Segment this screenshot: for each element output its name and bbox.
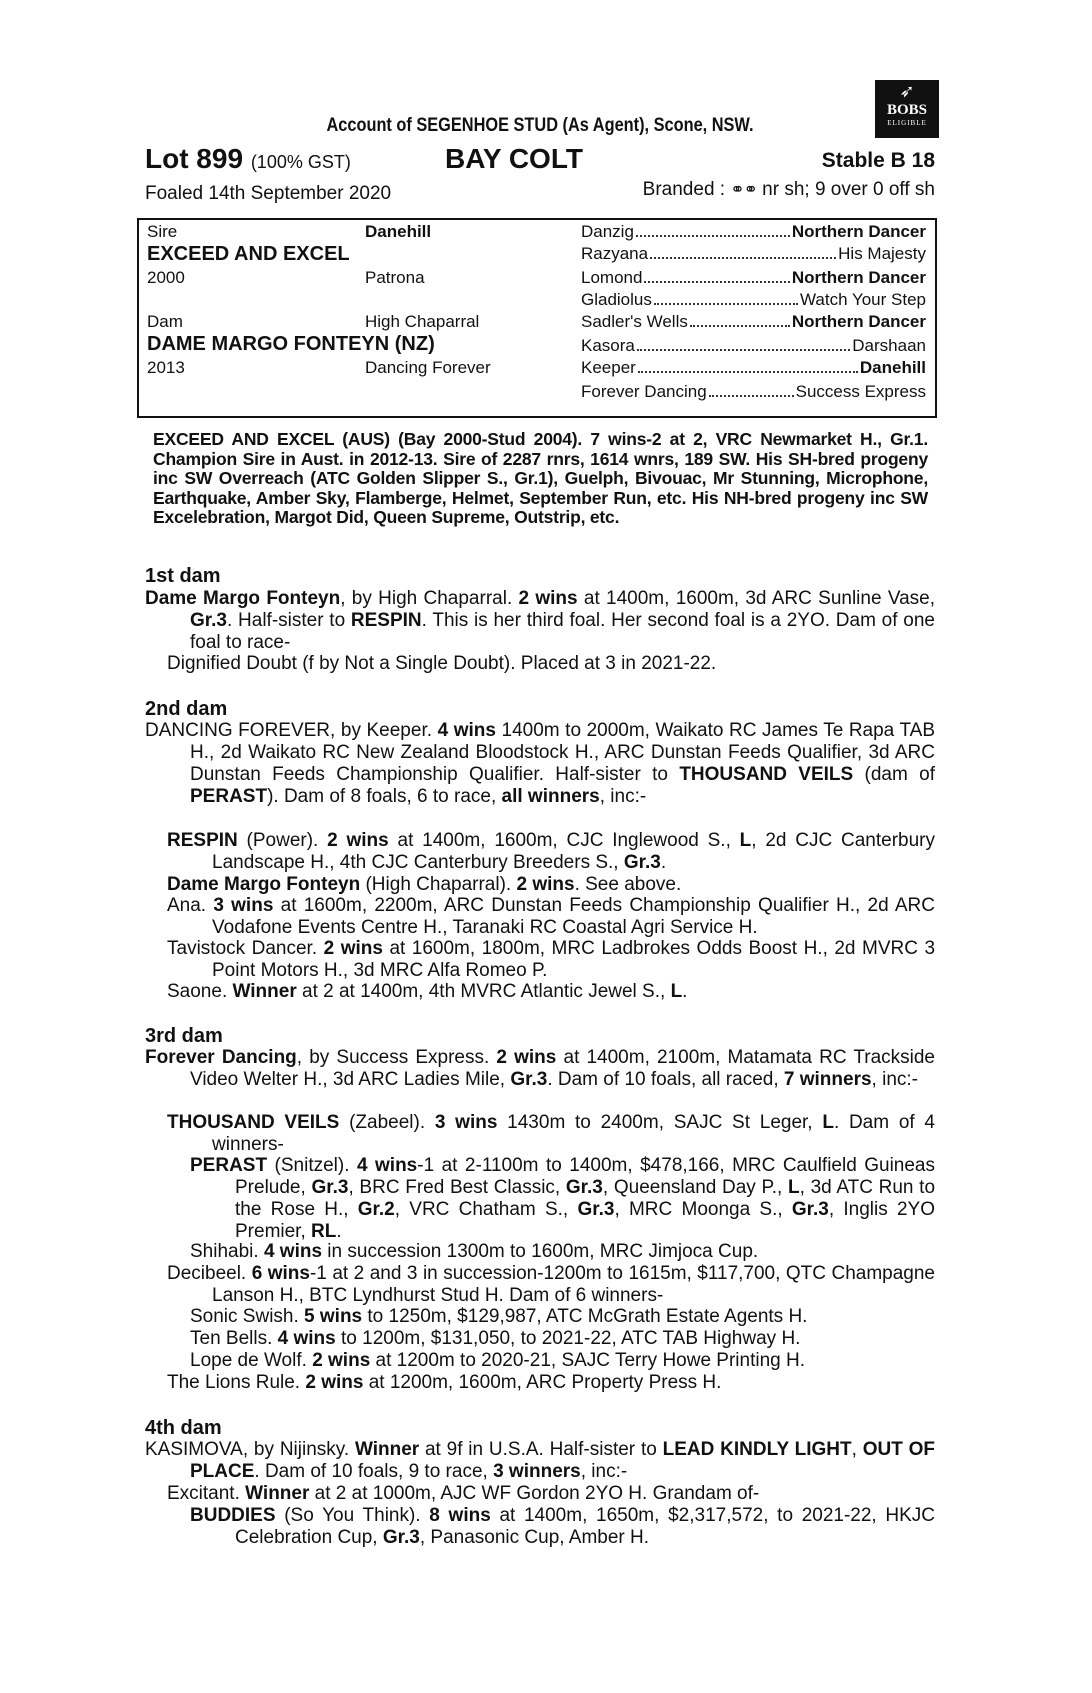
text: , bbox=[851, 1439, 863, 1460]
text: (High Chaparral). bbox=[360, 874, 517, 895]
progeny-entry bbox=[190, 1505, 935, 1549]
lot-row bbox=[145, 143, 935, 177]
horse-name: RESPIN bbox=[167, 830, 238, 851]
horse-name: Excitant. bbox=[167, 1483, 246, 1504]
wins: 7 winners bbox=[783, 1069, 872, 1090]
text: , by Keeper. bbox=[330, 720, 438, 741]
sire-label: Sire bbox=[147, 222, 178, 241]
text: at 1200m, 1600m, ARC Property Press H. bbox=[363, 1372, 722, 1393]
text: . See above. bbox=[574, 874, 682, 895]
text: -1 at 2 and 3 in succession-1200m to 1615m, $117,700, QTC Champagne Lanson H., BTC Lyndhurst Stud H. Dam of 6 winners- bbox=[212, 1263, 935, 1306]
bird-icon: ➶ bbox=[899, 81, 915, 101]
text: (So You Think). bbox=[275, 1505, 430, 1526]
text: to 1200m, $131,050, to 2021-22, ATC TAB Highway H. bbox=[335, 1328, 801, 1349]
listed-badge: L bbox=[670, 981, 683, 1002]
wins: 3 wins bbox=[213, 895, 274, 916]
text: , inc:- bbox=[599, 786, 647, 807]
dam-name: Forever Dancing bbox=[145, 1047, 297, 1068]
text: . Dam of 4 winners- bbox=[212, 1112, 935, 1155]
leader-dots bbox=[637, 336, 850, 351]
text: , MRC Moonga S., bbox=[614, 1199, 792, 1220]
text: to 1250m, $129,987, ATC McGrath Estate Agents H. bbox=[362, 1306, 808, 1327]
progeny-entry bbox=[167, 1372, 935, 1394]
wins: 4 wins bbox=[277, 1328, 336, 1349]
leader-dots bbox=[636, 222, 790, 237]
group-badge: Gr.3 bbox=[565, 1177, 603, 1198]
dam-year: 2013 bbox=[147, 358, 185, 377]
ancestor-left: Gladiolus bbox=[581, 290, 652, 309]
dam-name: DAME MARGO FONTEYN (NZ) bbox=[147, 333, 435, 355]
ancestor-left: Kasora bbox=[581, 336, 635, 355]
ancestor-left: Keeper bbox=[581, 358, 636, 377]
wins: Winner bbox=[354, 1439, 420, 1460]
text: at 2 at 1000m, AJC WF Gordon 2YO H. Grandam of- bbox=[309, 1483, 760, 1504]
foaled-date: Foaled 14th September 2020 bbox=[145, 183, 392, 204]
wins: Winner bbox=[232, 981, 297, 1002]
leader-dots bbox=[644, 268, 789, 283]
horse-name: Tavistock Dancer. bbox=[167, 938, 324, 959]
ancestor-right: Northern Dancer bbox=[791, 268, 926, 287]
ancestor-left: Sadler's Wells bbox=[581, 312, 688, 331]
wins: 3 winners bbox=[493, 1461, 581, 1482]
wins: 6 wins bbox=[251, 1263, 310, 1284]
stable-label: Stable B 18 bbox=[821, 149, 935, 172]
horse-name: Decibeel. bbox=[167, 1263, 252, 1284]
leader-dots bbox=[654, 290, 798, 305]
first-dam-heading: 1st dam bbox=[145, 565, 221, 587]
wins: 2 wins bbox=[518, 588, 578, 609]
ancestor-row bbox=[581, 290, 926, 310]
foal-entry: Dignified Doubt (f by Not a Single Doubt). Placed at 3 in 2021-22. bbox=[167, 653, 717, 674]
text: . Dam of 10 foals, 9 to race, bbox=[254, 1461, 494, 1482]
horse-name: BUDDIES bbox=[190, 1505, 276, 1526]
progeny-entry bbox=[190, 1350, 935, 1372]
sire-dam: Patrona bbox=[365, 268, 425, 287]
bobs-eligible-logo bbox=[875, 80, 939, 138]
text: , Inglis 2YO Premier, bbox=[235, 1199, 935, 1242]
text: , VRC Chatham S., bbox=[394, 1199, 578, 1220]
progeny-entry bbox=[167, 830, 935, 874]
text: at 1600m, 1800m, MRC Ladbrokes Odds Boost H., 2d MVRC 3 Point Motors H., 3d MRC Alfa Romeo P. bbox=[212, 938, 936, 981]
progeny-entry bbox=[167, 874, 935, 896]
progeny-entry bbox=[190, 1155, 935, 1243]
text: , Queensland Day P., bbox=[602, 1177, 788, 1198]
wins: 2 wins bbox=[496, 1047, 557, 1068]
dam-name: DANCING FOREVER bbox=[145, 720, 331, 741]
group-badge: Gr.3 bbox=[190, 610, 227, 631]
horse-name: PERAST bbox=[190, 1155, 268, 1176]
wins: 2 wins bbox=[305, 1372, 364, 1393]
group-badge: Gr.3 bbox=[577, 1199, 615, 1220]
text: . Dam of 10 foals, all raced, bbox=[547, 1069, 784, 1090]
leader-dots bbox=[690, 312, 790, 327]
text: -1 at 2-1100m to 1400m, $478,166, MRC Caulfield Guineas Prelude, bbox=[235, 1155, 936, 1198]
ancestor-right: Danehill bbox=[859, 358, 926, 377]
text: , 3d ATC Run to the Rose H., bbox=[235, 1177, 936, 1220]
horse-name: RESPIN bbox=[350, 610, 422, 631]
horse-name: PERAST bbox=[190, 786, 268, 807]
progeny-entry bbox=[190, 1306, 935, 1328]
wins: 4 wins bbox=[263, 1241, 323, 1262]
wins: 8 wins bbox=[429, 1505, 491, 1526]
dam-label: Dam bbox=[147, 312, 183, 331]
ancestor-row bbox=[581, 382, 926, 402]
text: at 1200m to 2020-21, SAJC Terry Howe Printing H. bbox=[370, 1350, 806, 1371]
ancestor-right: Watch Your Step bbox=[799, 290, 926, 309]
text: (Snitzel). bbox=[267, 1155, 357, 1176]
ancestor-row bbox=[581, 312, 926, 332]
branded-line bbox=[643, 179, 935, 201]
lot-label: Lot 899 bbox=[145, 143, 244, 174]
progeny-entry bbox=[167, 1263, 935, 1307]
ancestor-right: His Majesty bbox=[838, 244, 926, 263]
horse-name: Ana. bbox=[167, 895, 214, 916]
wins: 2 wins bbox=[327, 830, 389, 851]
text: , Panasonic Cup, Amber H. bbox=[419, 1527, 650, 1548]
text: at 1400m, 1650m, $2,317,572, to 2021-22, HKJC Celebration Cup, bbox=[235, 1505, 936, 1548]
group-badge: Gr.3 bbox=[382, 1527, 420, 1548]
text: at 2 at 1400m, 4th MVRC Atlantic Jewel S., bbox=[296, 981, 671, 1002]
logo-subtext: ELIGIBLE bbox=[887, 119, 927, 127]
ancestor-row bbox=[581, 268, 926, 288]
progeny-entry bbox=[190, 1328, 935, 1350]
text: . Half-sister to bbox=[226, 610, 351, 631]
text: , inc:- bbox=[871, 1069, 918, 1090]
leader-dots bbox=[650, 244, 836, 259]
wins: 2 wins bbox=[323, 938, 383, 959]
progeny-entry bbox=[167, 1112, 935, 1156]
text: . bbox=[660, 852, 667, 873]
progeny-entry bbox=[167, 938, 935, 982]
horse-name: Ten Bells. bbox=[190, 1328, 278, 1349]
text: . bbox=[336, 1221, 342, 1242]
horse-name: The Lions Rule. bbox=[167, 1372, 306, 1393]
text: (Zabeel). bbox=[339, 1112, 435, 1133]
text: at 1400m, 2100m, Matamata RC Trackside Video Welter H., 3d ARC Ladies Mile, bbox=[190, 1047, 936, 1090]
dam-sire: High Chaparral bbox=[365, 312, 480, 331]
second-dam-heading: 2nd dam bbox=[145, 698, 228, 720]
ancestor-right: Success Express bbox=[795, 382, 926, 401]
text: , inc:- bbox=[580, 1461, 628, 1482]
wins: 2 wins bbox=[516, 874, 575, 895]
ancestor-left: Danzig bbox=[581, 222, 634, 241]
text: (dam of bbox=[853, 764, 935, 785]
text: . This is her third foal. Her second foal is a 2YO. Dam of one foal to race- bbox=[190, 610, 935, 653]
group-badge: Gr.2 bbox=[357, 1199, 395, 1220]
dam-dam: Dancing Forever bbox=[365, 358, 491, 377]
sex-colour: BAY COLT bbox=[445, 143, 583, 174]
wins: 4 wins bbox=[356, 1155, 418, 1176]
listed-badge: L bbox=[739, 830, 752, 851]
text: , BRC Fred Best Classic, bbox=[348, 1177, 566, 1198]
text: 1400m to 2000m, Waikato RC James Te Rapa TAB H., 2d Waikato RC New Zealand Bloodstock H., ARC Dunstan Feeds Qualifier, 3d ARC Dunstan Feeds Championship Qualifier. Half-sister to bbox=[190, 720, 936, 785]
horse-name: LEAD KINDLY LIGHT bbox=[662, 1439, 852, 1460]
wins: Winner bbox=[245, 1483, 310, 1504]
dam-name: Dame Margo Fonteyn bbox=[145, 588, 341, 609]
text: , by Nijinsky. bbox=[242, 1439, 355, 1460]
horse-name: Dame Margo Fonteyn bbox=[167, 874, 361, 895]
ancestor-right: Northern Dancer bbox=[791, 312, 926, 331]
text: ). Dam of 8 foals, 6 to race, bbox=[267, 786, 502, 807]
horse-name: OUT OF PLACE bbox=[190, 1439, 935, 1482]
leader-dots bbox=[709, 382, 794, 397]
listed-badge: L bbox=[787, 1177, 800, 1198]
ancestor-right: Northern Dancer bbox=[791, 222, 926, 241]
text: , 2d CJC Canterbury Landscape H., 4th CJC Canterbury Breeders S., bbox=[212, 830, 935, 873]
branded-text: nr sh; 9 over 0 off sh bbox=[762, 179, 935, 200]
restricted-listed-badge: RL bbox=[311, 1221, 337, 1242]
lot-number bbox=[145, 143, 351, 175]
text: (Power). bbox=[237, 830, 328, 851]
text: . bbox=[682, 981, 688, 1002]
horse-name: THOUSAND VEILS bbox=[679, 764, 854, 785]
progeny-entry bbox=[167, 981, 935, 1003]
text: , by Success Express. bbox=[296, 1047, 497, 1068]
group-badge: Gr.3 bbox=[791, 1199, 829, 1220]
sire-year: 2000 bbox=[147, 268, 185, 287]
ancestor-row bbox=[581, 336, 926, 356]
text: 1430m to 2400m, SAJC St Leger, bbox=[497, 1112, 823, 1133]
ancestor-right: Darshaan bbox=[852, 336, 926, 355]
ancestor-left: Forever Dancing bbox=[581, 382, 707, 401]
listed-badge: L bbox=[822, 1112, 834, 1133]
ancestor-row bbox=[581, 222, 926, 242]
text: at 1400m, 1600m, CJC Inglewood S., bbox=[388, 830, 740, 851]
horse-name: Lope de Wolf. bbox=[190, 1350, 313, 1371]
ancestor-left: Razyana bbox=[581, 244, 649, 263]
sire-summary: EXCEED AND EXCEL (AUS) (Bay 2000-Stud 2004). 7 wins-2 at 2, VRC Newmarket H., Gr.1. Champion Sire in Aust. in 2012-13. Sire of 2287 rnrs, 1614 wnrs, 189 SW. His SH-bred progeny inc SW Overreach (ATC Golden Slipper S., Gr.1), Guelph, Bivouac, Mr Stunning, Microphone, Earthquake, Amber Sky, Flamberge, Helmet, September Run, etc. His NH-bred progeny inc SW Excelebration, Margot Did, Queen Supreme, Outstrip, etc. bbox=[153, 429, 928, 527]
text: at 1400m, 1600m, 3d ARC Sunline Vase, bbox=[577, 588, 935, 609]
text: in succession 1300m to 1600m, MRC Jimjoca Cup. bbox=[322, 1241, 759, 1262]
logo-text: BOBS bbox=[886, 102, 928, 118]
first-dam-entry bbox=[145, 588, 935, 654]
third-dam-entry bbox=[145, 1047, 935, 1091]
gst-label: (100% GST) bbox=[250, 152, 351, 172]
fourth-dam-entry bbox=[145, 1439, 935, 1483]
sire-sire: Danehill bbox=[365, 222, 432, 241]
horse-name: THOUSAND VEILS bbox=[167, 1112, 340, 1133]
text: at 9f in U.S.A. Half-sister to bbox=[419, 1439, 663, 1460]
wins: 4 wins bbox=[437, 720, 496, 741]
brand-mark-icon: ⚭⚭ bbox=[730, 180, 757, 199]
pedigree-table bbox=[137, 218, 937, 418]
progeny-entry bbox=[167, 1483, 935, 1505]
fourth-dam-heading: 4th dam bbox=[145, 1417, 222, 1439]
ancestor-left: Lomond bbox=[581, 268, 643, 287]
horse-name: Sonic Swish. bbox=[190, 1306, 305, 1327]
progeny-entry bbox=[190, 1241, 935, 1263]
wins: 3 wins bbox=[434, 1112, 498, 1133]
progeny-entry bbox=[167, 895, 935, 939]
wins: all winners bbox=[501, 786, 600, 807]
wins: 2 wins bbox=[312, 1350, 371, 1371]
wins: 5 wins bbox=[304, 1306, 363, 1327]
second-dam-entry bbox=[145, 720, 935, 808]
horse-name: Saone. bbox=[167, 981, 233, 1002]
third-dam-heading: 3rd dam bbox=[145, 1025, 223, 1047]
ancestor-row bbox=[581, 244, 926, 264]
text: , by High Chaparral. bbox=[340, 588, 519, 609]
group-badge: Gr.3 bbox=[623, 852, 661, 873]
group-badge: Gr.3 bbox=[311, 1177, 349, 1198]
account-line: Account of SEGENHOE STUD (As Agent), Scone, NSW. bbox=[326, 115, 754, 136]
group-badge: Gr.3 bbox=[510, 1069, 548, 1090]
dam-name: KASIMOVA bbox=[145, 1439, 243, 1460]
ancestor-row bbox=[581, 358, 926, 378]
branded-label: Branded : bbox=[642, 179, 726, 200]
sire-name: EXCEED AND EXCEL bbox=[147, 243, 350, 265]
leader-dots bbox=[638, 358, 858, 373]
horse-name: Shihabi. bbox=[190, 1241, 264, 1262]
text: at 1600m, 2200m, ARC Dunstan Feeds Championship Qualifier H., 2d ARC Vodafone Events Centre H., Taranaki RC Coastal Agri Service H. bbox=[212, 895, 935, 938]
